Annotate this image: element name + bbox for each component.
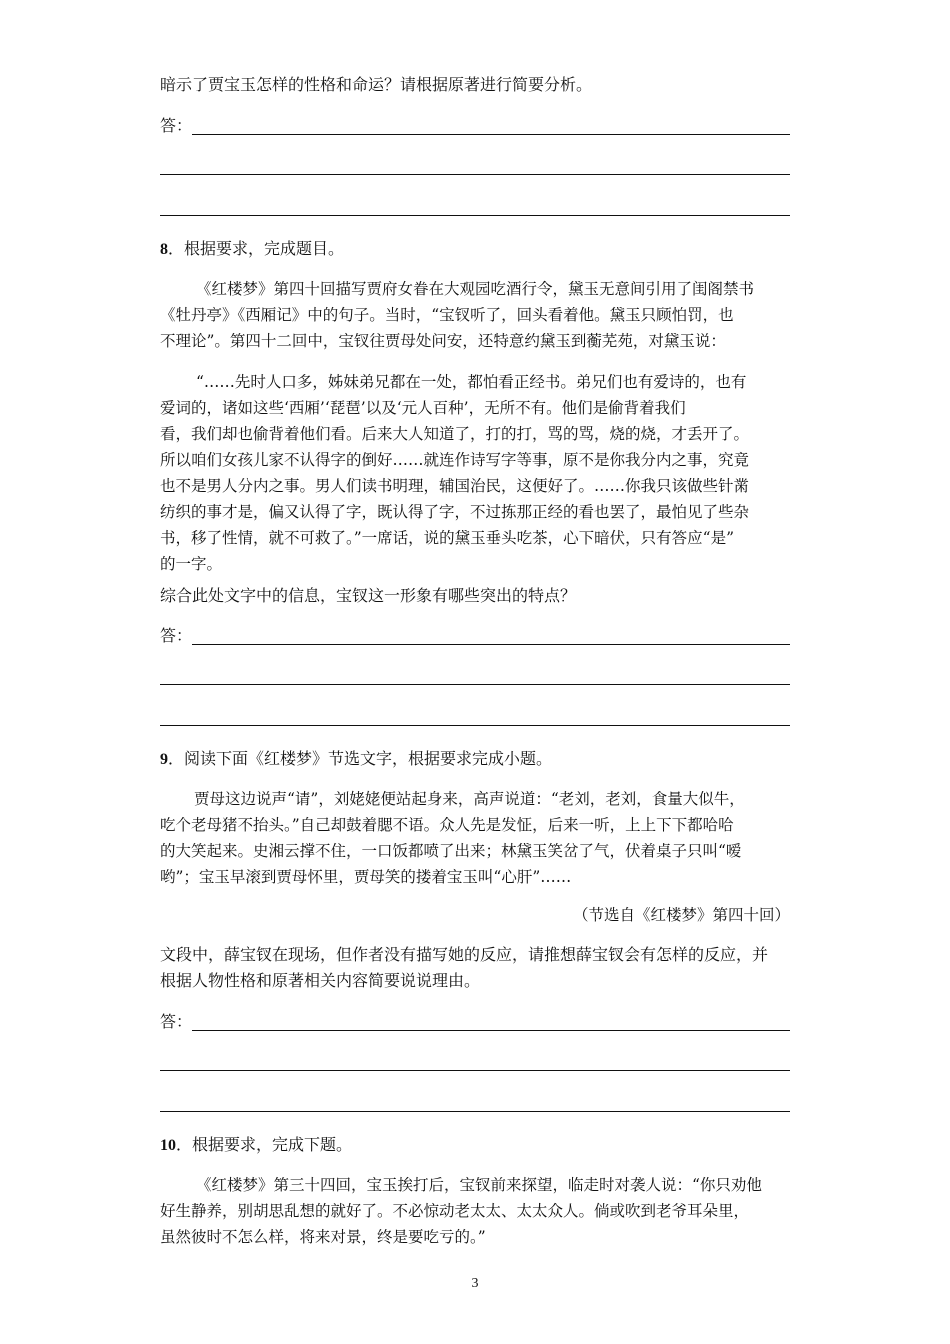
q9-passage-line: 吃个老母猪不抬头。”自己却鼓着腮不语。众人先是发怔，后来一听，上上下下都哈哈 (160, 816, 734, 834)
q8-quote-line: 爱词的，诸如这些‘西厢’‘琵琶’以及‘元人百种’，无所不有。他们是偷背着我们 (160, 399, 686, 417)
answer-line (160, 1070, 790, 1071)
q9-passage-line: 贾母这边说声“请”，刘姥姥便站起身来，高声说道：“老刘，老刘，食量大似牛， (194, 790, 745, 808)
q9-heading (160, 747, 790, 772)
answer-label: 答： (160, 1012, 193, 1031)
question-number: 10 (160, 1137, 176, 1154)
q8-quote-line: 看，我们却也偷背着他们看。后来大人知道了，打的打，骂的骂，烧的烧，才丢开了。 (160, 425, 750, 443)
q9-question-line: 文段中，薛宝钗在现场，但作者没有描写她的反应，请推想薛宝钗会有怎样的反应，并 (160, 945, 769, 964)
q8-quote-line: 所以咱们女孩儿家不认得字的倒好……就连作诗写字等事，原不是你我分内之事，究竟 (160, 451, 750, 469)
answer-line (160, 725, 790, 726)
q8-passage-line: 《牡丹亭》《西厢记》中的句子。当时，“宝钗听了，回头看着他。黛玉只顾怕罚，也 (160, 306, 734, 324)
page-number: 3 (471, 1276, 479, 1291)
q8-quote-line: 纺织的事才是，偏又认得了字，既认得了字，不过拣那正经的看也罢了，最怕见了些杂 (160, 503, 750, 521)
answer-row[interactable] (160, 624, 790, 648)
answer-line (160, 174, 790, 175)
answer-row[interactable] (160, 1010, 790, 1034)
q10-passage-line: 虽然彼时不怎么样，将来对景，终是要吃亏的。” (160, 1228, 486, 1246)
answer-line (160, 215, 790, 216)
answer-row[interactable] (160, 114, 790, 138)
answer-line (192, 134, 790, 135)
answer-line (160, 1111, 790, 1112)
question-title: ．根据要求，完成题目。 (168, 239, 345, 258)
q8-quote-line: 也不是男人分内之事。男人们读书明理，辅国治民，这便好了。……你我只该做些针黹 (160, 477, 750, 495)
q9-question-line: 根据人物性格和原著相关内容简要说说理由。 (160, 971, 481, 990)
question-title: ．根据要求，完成下题。 (176, 1135, 353, 1154)
question-title: ．阅读下面《红楼梦》节选文字，根据要求完成小题。 (168, 749, 553, 768)
q8-passage-line: 不理论”。第四十二回中，宝钗往贾母处问安，还特意约黛玉到蘅芜苑，对黛玉说： (160, 332, 726, 350)
answer-line (160, 684, 790, 685)
answer-line (192, 1030, 790, 1031)
question-number: 8 (160, 241, 168, 258)
q10-passage-line: 《红楼梦》第三十四回，宝玉挨打后，宝钗前来探望，临走时对袭人说：“你只劝他 (196, 1176, 762, 1194)
q9-passage-line: 哟”；宝玉早滚到贾母怀里，贾母笑的搂着宝玉叫“心肝”…… (160, 868, 572, 886)
intro-text: 暗示了贾宝玉怎样的性格和命运？请根据原著进行简要分析。 (160, 75, 593, 94)
answer-label: 答： (160, 626, 193, 645)
q10-passage-line: 好生静养，别胡思乱想的就好了。不必惊动老太太、太太众人。倘或吹到老爷耳朵里， (160, 1202, 750, 1220)
question-number: 9 (160, 751, 168, 768)
q8-quote-line: 书，移了性情，就不可救了。”一席话，说的黛玉垂头吃茶，心下暗伏，只有答应“是” (160, 529, 735, 547)
q10-heading (160, 1133, 790, 1158)
q8-quote-line: “……先时人口多，姊妹弟兄都在一处，都怕看正经书。弟兄们也有爱诗的，也有 (196, 373, 747, 391)
q8-passage-line: 《红楼梦》第四十回描写贾府女眷在大观园吃酒行令，黛玉无意间引用了闺阁禁书 (196, 280, 755, 298)
answer-label: 答： (160, 116, 193, 135)
q8-quote-line: 的一字。 (160, 555, 223, 573)
q9-source: （节选自《红楼梦》第四十回） (572, 906, 790, 924)
answer-line (192, 644, 790, 645)
q8-heading (160, 237, 790, 262)
q9-passage-line: 的大笑起来。史湘云撑不住，一口饭都喷了出来；林黛玉笑岔了气，伏着桌子只叫“嗳 (160, 842, 742, 860)
q8-question: 综合此处文字中的信息，宝钗这一形象有哪些突出的特点？ (160, 586, 577, 605)
